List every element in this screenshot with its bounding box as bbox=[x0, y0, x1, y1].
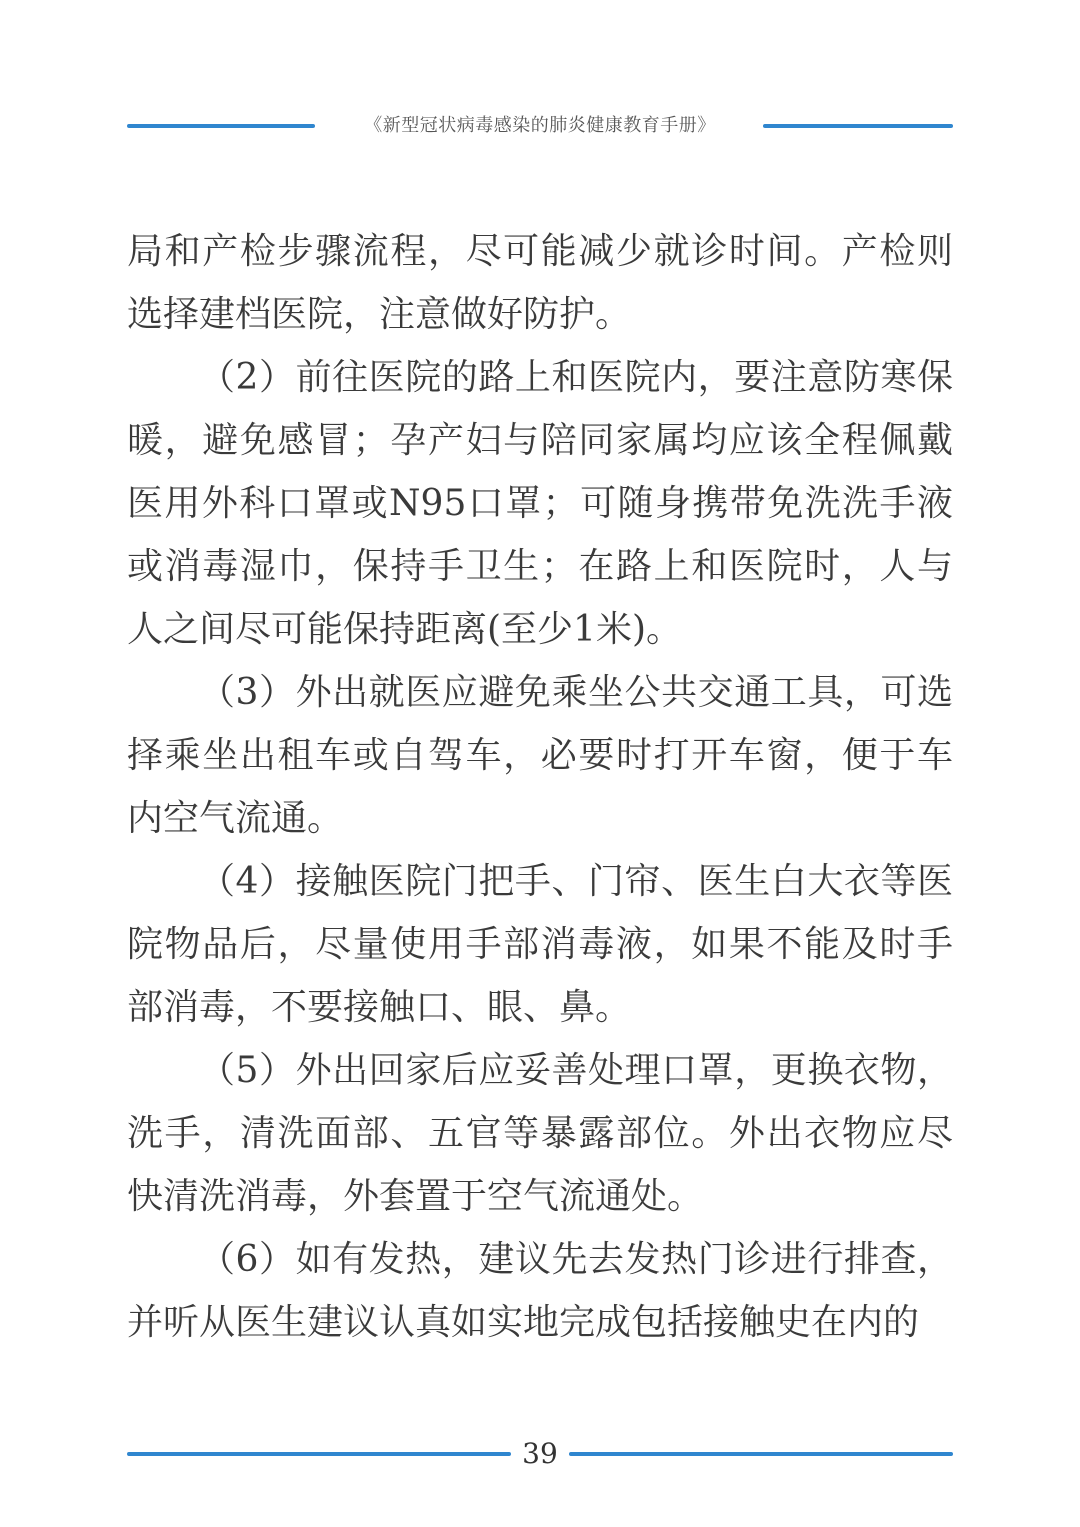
page-header bbox=[127, 108, 953, 144]
paragraph-item-4: （4）接触医院门把手、门帘、医生白大衣等医院物品后，尽量使用手部消毒液，如果不能及时手部消毒，不要接触口、眼、鼻。 bbox=[127, 861, 953, 1028]
paragraph-item-6: （6）如有发热，建议先去发热门诊进行排查，并听从医生建议认真如实地完成包括接触史在内的 bbox=[127, 1239, 953, 1343]
paragraph-item-5: （5）外出回家后应妥善处理口罩，更换衣物，洗手，清洗面部、五官等暴露部位。外出衣物应尽快清洗消毒，外套置于空气流通处。 bbox=[127, 1050, 953, 1217]
page-footer bbox=[127, 1432, 953, 1476]
paragraph-item-3: （3）外出就医应避免乘坐公共交通工具，可选择乘坐出租车或自驾车，必要时打开车窗，便于车内空气流通。 bbox=[127, 672, 953, 839]
header-rule-right bbox=[763, 124, 953, 128]
header-title: 《新型冠状病毒感染的肺炎健康教育手册》 bbox=[364, 115, 716, 136]
footer-rule-right bbox=[569, 1452, 953, 1456]
paragraph-continued: 局和产检步骤流程，尽可能减少就诊时间。产检则选择建档医院，注意做好防护。 bbox=[127, 231, 953, 335]
page-number: 39 bbox=[522, 1437, 558, 1470]
paragraph-item-2: （2）前往医院的路上和医院内，要注意防寒保暖，避免感冒；孕产妇与陪同家属均应该全程佩戴医用外科口罩或N95口罩；可随身携带免洗洗手液或消毒湿巾，保持手卫生；在路上和医院时，人与人之间尽可能保持距离(至少1米)。 bbox=[127, 357, 953, 650]
page-body bbox=[127, 220, 953, 1354]
